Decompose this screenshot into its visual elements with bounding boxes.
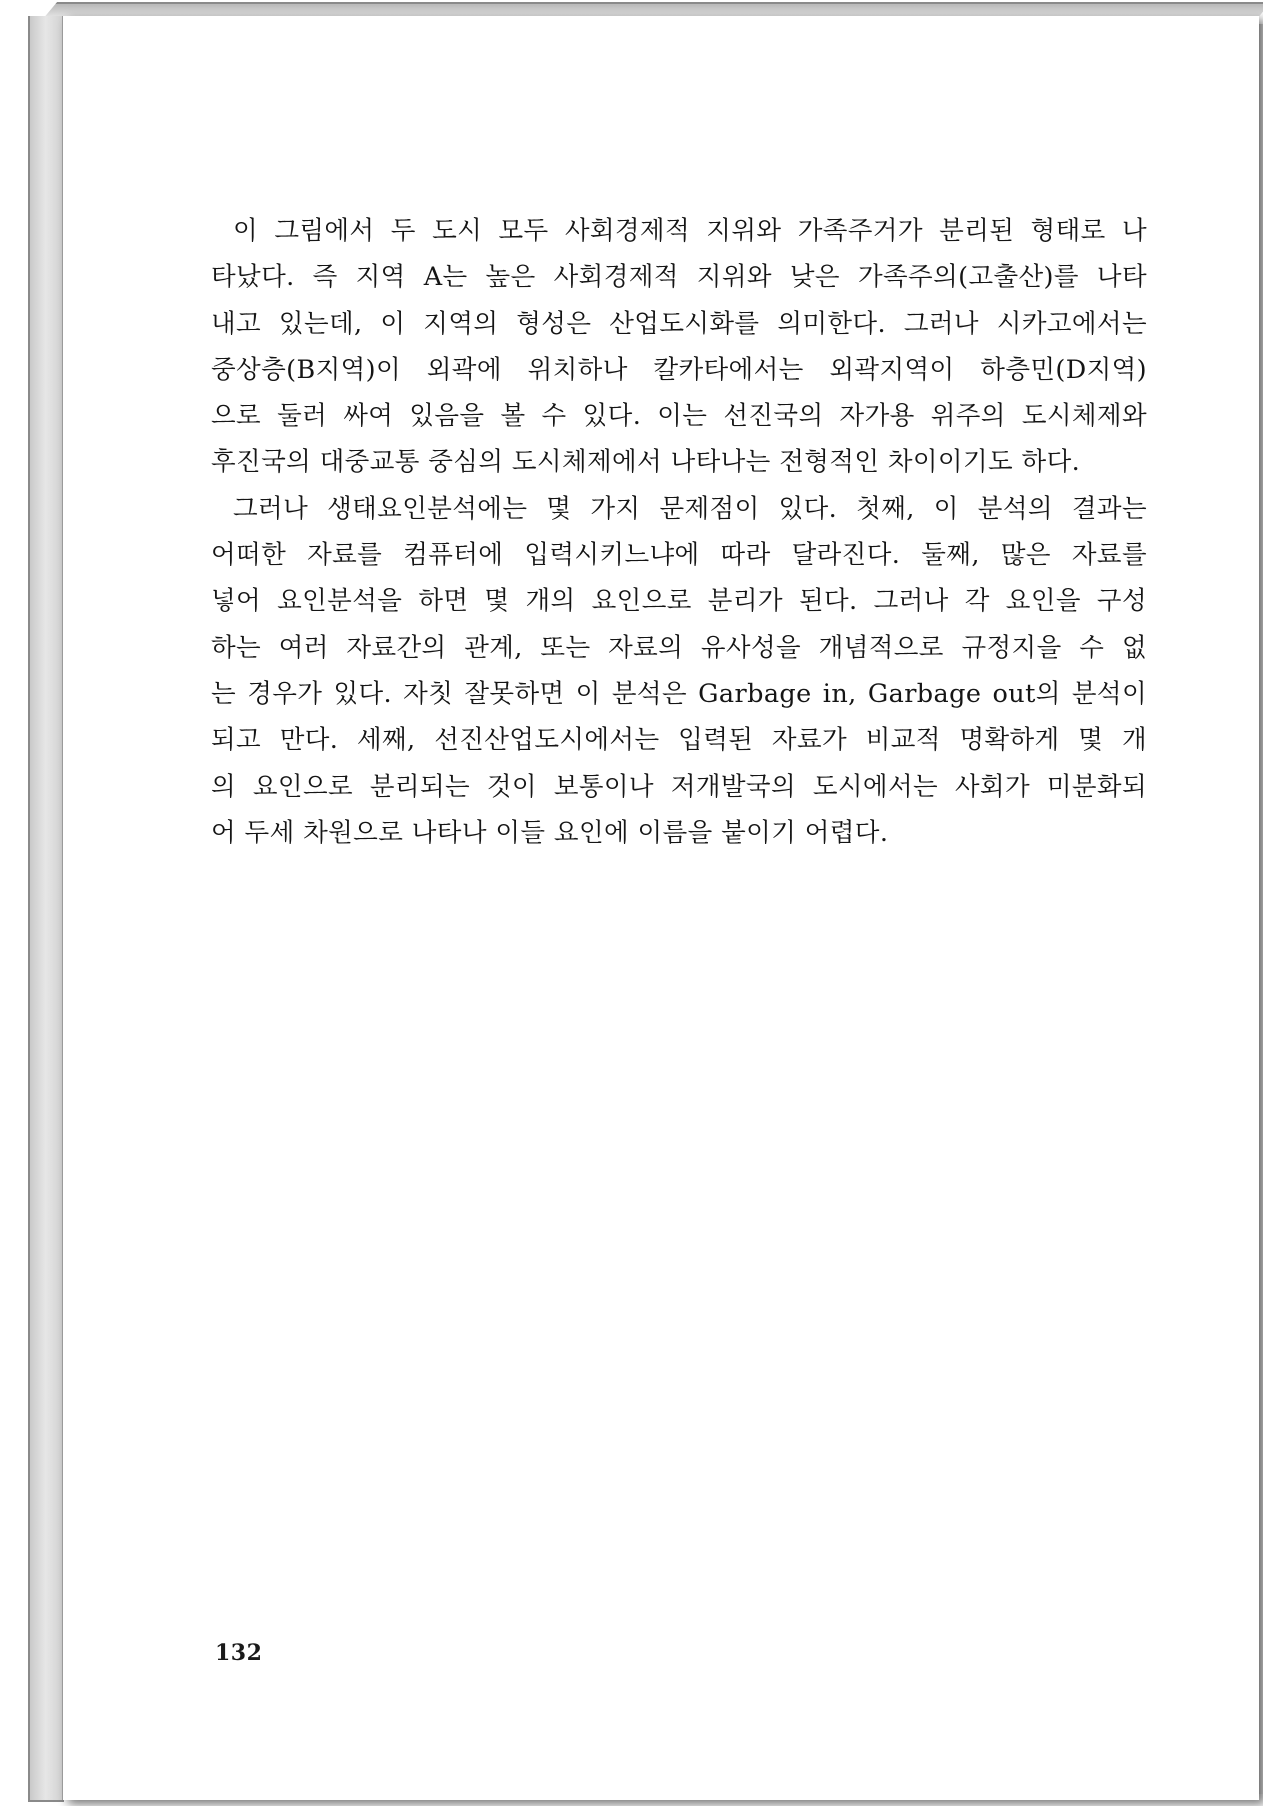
text-line: 어 두세 차원으로 나타나 이들 요인에 이름을 붙이기 어렵다. — [211, 817, 889, 848]
text-line: 후진국의 대중교통 중심의 도시체제에서 나타나는 전형적인 차이이기도 하다. — [211, 447, 1081, 478]
text-line: 는 경우가 있다. 자칫 잘못하면 이 분석은 Garbage in, Garbage out의 분석이 — [211, 678, 1147, 709]
text-line: 타났다. 즉 지역 A는 높은 사회경제적 지위와 낮은 가족주의(고출산)를 나타 — [211, 262, 1147, 293]
paragraph-2 — [211, 486, 1147, 856]
text-line: 내고 있는데, 이 지역의 형성은 산업도시화를 의미한다. 그러나 시카고에서는 — [211, 308, 1147, 339]
text-line: 의 요인으로 분리되는 것이 보통이나 저개발국의 도시에서는 사회가 미분화되 — [211, 771, 1147, 802]
text-line: 으로 둘러 싸여 있음을 볼 수 있다. 이는 선진국의 자가용 위주의 도시체제와 — [211, 401, 1147, 432]
page-number: 132 — [215, 1640, 263, 1666]
book-page — [62, 16, 1259, 1800]
text-line: 하는 여러 자료간의 관계, 또는 자료의 유사성을 개념적으로 규정지을 수 없 — [211, 632, 1147, 663]
text-line: 그러나 생태요인분석에는 몇 가지 문제점이 있다. 첫째, 이 분석의 결과는 — [233, 493, 1147, 524]
page-edge-shadow — [1259, 24, 1263, 1794]
body-text — [211, 208, 1147, 856]
text-line: 중상층(B지역)이 외곽에 위치하나 칼카타에서는 외곽지역이 하층민(D지역) — [211, 354, 1147, 385]
text-line: 되고 만다. 세째, 선진산업도시에서는 입력된 자료가 비교적 명확하게 몇 개 — [211, 725, 1147, 756]
paragraph-1 — [211, 208, 1147, 486]
book-spine — [28, 16, 64, 1802]
text-line: 이 그림에서 두 도시 모두 사회경제적 지위와 가족주거가 분리된 형태로 나 — [233, 216, 1147, 246]
text-line: 어떠한 자료를 컴퓨터에 입력시키느냐에 따라 달라진다. 둘째, 많은 자료를 — [211, 540, 1147, 571]
book — [28, 2, 1258, 1802]
text-line: 넣어 요인분석을 하면 몇 개의 요인으로 분리가 된다. 그러나 각 요인을 구성 — [211, 586, 1147, 617]
